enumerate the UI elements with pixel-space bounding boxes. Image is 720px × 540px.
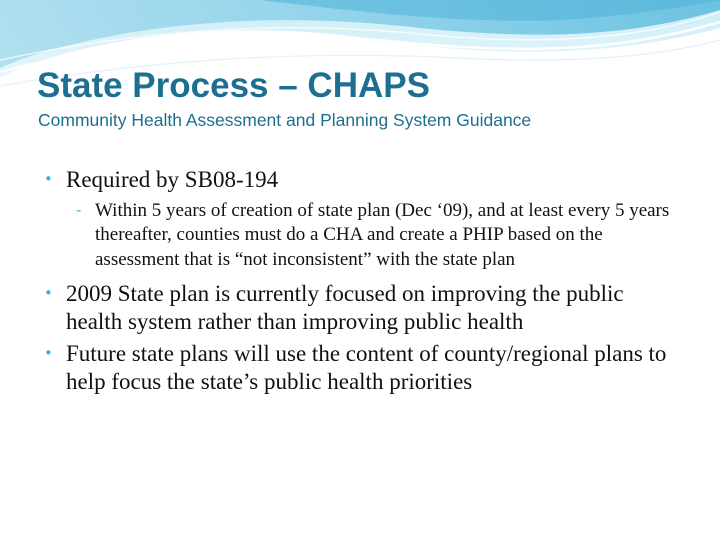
slide-content xyxy=(44,166,684,400)
bullet-dot-icon: • xyxy=(44,344,53,362)
bullet-dot-icon: • xyxy=(44,170,53,188)
bullet-dot-icon: • xyxy=(44,284,53,302)
bullet-item xyxy=(44,166,684,194)
bullet-text: Required by SB08-194 xyxy=(66,167,279,192)
dash-bullet-icon: - xyxy=(76,201,82,219)
slide-subtitle: Community Health Assessment and Planning System Guidance xyxy=(38,110,532,130)
sub-bullet-item xyxy=(73,199,684,273)
bullet-text: Future state plans will use the content of county/regional plans to help focus the state’s public health priorities xyxy=(66,341,667,394)
title-block xyxy=(37,66,697,132)
sub-bullet-text: Within 5 years of creation of state plan (Dec ‘09), and at least every 5 years thereafter, counties must do a CHA and create a PHIP based on the assessment that is “not inconsistent” with the state plan xyxy=(95,199,670,270)
bullet-item xyxy=(44,280,684,335)
bullet-item xyxy=(44,340,684,395)
bullet-text: 2009 State plan is currently focused on improving the public health system rather than improving public health xyxy=(66,281,624,334)
slide-title: State Process – CHAPS xyxy=(37,66,430,105)
